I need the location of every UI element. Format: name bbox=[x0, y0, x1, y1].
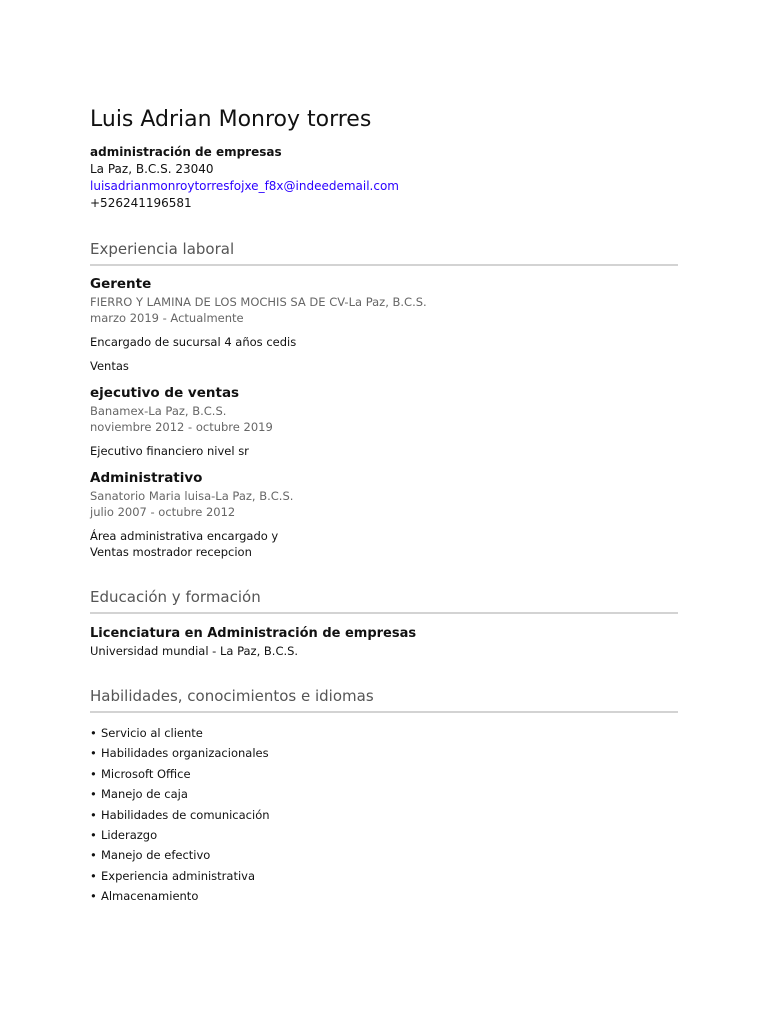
candidate-name: Luis Adrian Monroy torres bbox=[90, 107, 372, 132]
bullet-icon: • bbox=[90, 848, 97, 863]
experience-section bbox=[90, 238, 678, 560]
experience-section-title: Experiencia laboral bbox=[90, 238, 678, 266]
job-description bbox=[90, 528, 678, 560]
education-entry bbox=[90, 624, 678, 659]
job-dates: marzo 2019 - Actualmente bbox=[90, 311, 244, 325]
education-section bbox=[90, 586, 678, 659]
bullet-icon: • bbox=[90, 766, 97, 781]
skill-item bbox=[90, 764, 678, 784]
skill-item bbox=[90, 723, 678, 743]
bullet-icon: • bbox=[90, 807, 97, 822]
resume-header bbox=[90, 104, 678, 212]
job-description-line: Ejecutivo financiero nivel sr bbox=[90, 444, 249, 458]
bullet-icon: • bbox=[90, 868, 97, 883]
candidate-email-link[interactable]: luisadrianmonroytorresfojxe_f8x@indeedemail.com bbox=[90, 179, 399, 193]
skill-label: Habilidades de comunicación bbox=[101, 807, 270, 822]
job-entry bbox=[90, 469, 678, 560]
job-title: ejecutivo de ventas bbox=[90, 385, 240, 401]
job-company: FIERRO Y LAMINA DE LOS MOCHIS SA DE CV-La Paz, B.C.S. bbox=[90, 295, 427, 309]
skill-label: Almacenamiento bbox=[101, 889, 199, 904]
candidate-location: La Paz, B.C.S. 23040 bbox=[90, 162, 214, 176]
bullet-icon: • bbox=[90, 889, 97, 904]
bullet-icon: • bbox=[90, 787, 97, 802]
job-dates: julio 2007 - octubre 2012 bbox=[90, 505, 236, 519]
candidate-headline: administración de empresas bbox=[90, 145, 282, 159]
job-company: Banamex-La Paz, B.C.S. bbox=[90, 404, 227, 418]
skill-label: Experiencia administrativa bbox=[101, 868, 256, 883]
skill-label: Manejo de caja bbox=[101, 787, 188, 802]
job-description-line: Encargado de sucursal 4 años cedis bbox=[90, 335, 297, 349]
skill-item bbox=[90, 743, 678, 763]
skill-item bbox=[90, 825, 678, 845]
skill-label: Servicio al cliente bbox=[101, 726, 203, 740]
skill-item bbox=[90, 784, 678, 804]
job-description-line: Área administrativa encargado y bbox=[90, 529, 279, 543]
candidate-phone: +526241196581 bbox=[90, 196, 192, 210]
job-dates: noviembre 2012 - octubre 2019 bbox=[90, 420, 273, 434]
job-company: Sanatorio Maria luisa-La Paz, B.C.S. bbox=[90, 489, 294, 503]
skill-item bbox=[90, 805, 678, 825]
skill-label: Habilidades organizacionales bbox=[101, 746, 269, 761]
job-title: Administrativo bbox=[90, 470, 203, 486]
skill-item bbox=[90, 845, 678, 865]
skill-item bbox=[90, 886, 678, 906]
job-description bbox=[90, 334, 678, 374]
job-description-line: Ventas mostrador recepcion bbox=[90, 545, 252, 559]
degree-title: Licenciatura en Administración de empresas bbox=[90, 626, 417, 641]
job-entry bbox=[90, 384, 678, 459]
job-entry bbox=[90, 275, 678, 374]
skill-label: Microsoft Office bbox=[101, 766, 191, 781]
bullet-icon: • bbox=[90, 746, 97, 761]
skill-label: Liderazgo bbox=[101, 828, 158, 843]
education-section-title: Educación y formación bbox=[90, 586, 678, 614]
bullet-icon: • bbox=[90, 828, 97, 843]
job-description bbox=[90, 443, 678, 459]
skill-label: Manejo de efectivo bbox=[101, 848, 211, 863]
school-name: Universidad mundial - La Paz, B.C.S. bbox=[90, 644, 299, 658]
job-title: Gerente bbox=[90, 276, 152, 292]
skill-item bbox=[90, 866, 678, 886]
skills-section-title: Habilidades, conocimientos e idiomas bbox=[90, 685, 678, 713]
job-description-line: Ventas bbox=[90, 359, 129, 373]
skills-list bbox=[90, 723, 678, 907]
skills-section bbox=[90, 685, 678, 907]
bullet-icon: • bbox=[90, 726, 97, 740]
